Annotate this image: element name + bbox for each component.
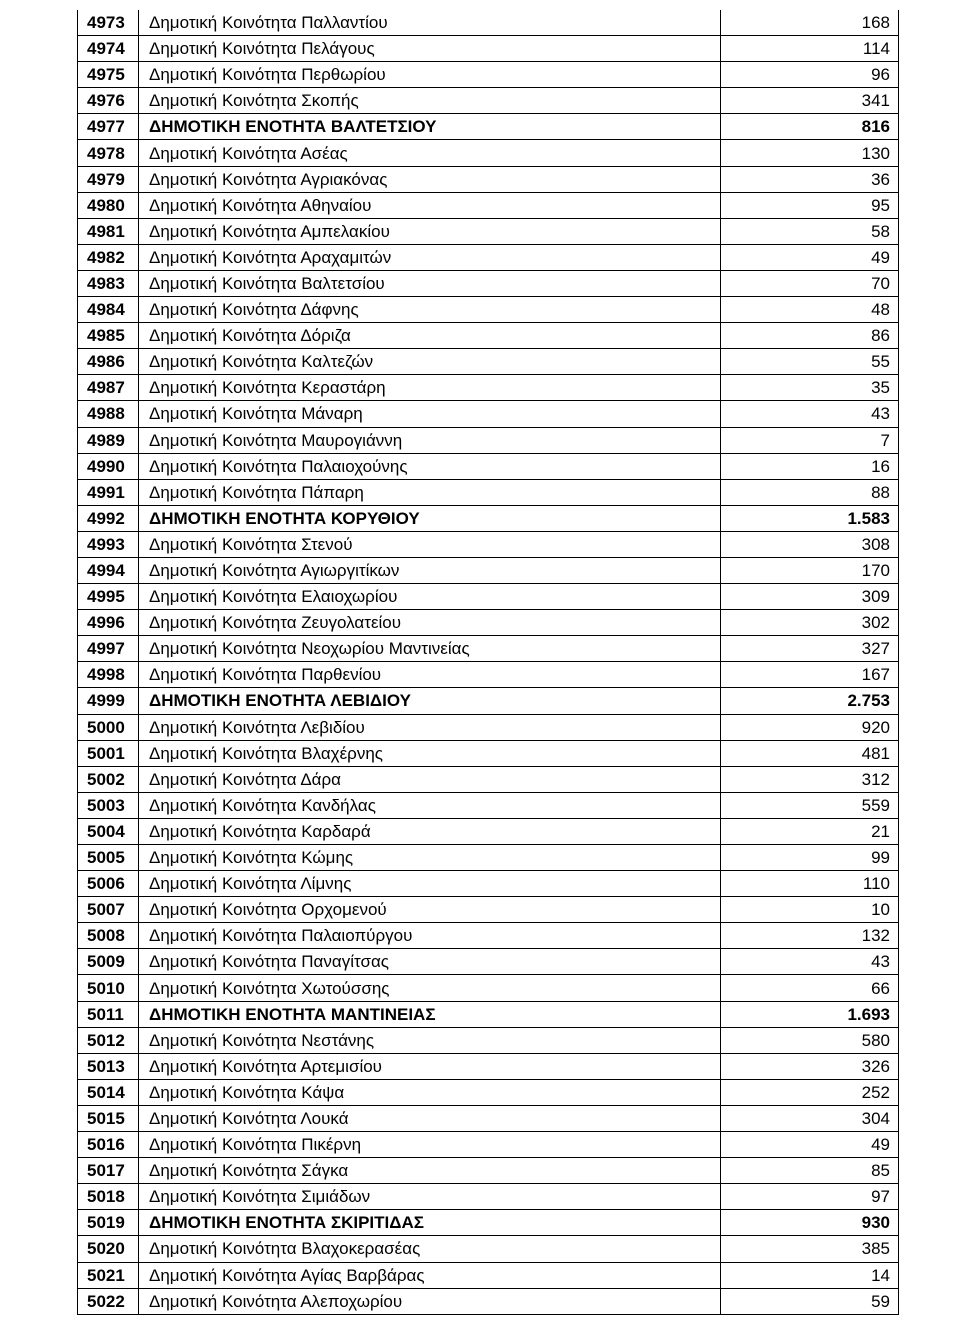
row-code: 4984: [78, 297, 139, 323]
table-row: [78, 1184, 899, 1210]
row-value: 308: [721, 531, 899, 557]
row-name: Δημοτική Κοινότητα Σιμιάδων: [139, 1184, 721, 1210]
table-row: [78, 401, 899, 427]
table-row: [78, 897, 899, 923]
row-name: Δημοτική Κοινότητα Παλαιοχούνης: [139, 453, 721, 479]
row-code: 4995: [78, 584, 139, 610]
row-name: Δημοτική Κοινότητα Κάψα: [139, 1079, 721, 1105]
row-name: Δημοτική Κοινότητα Αρτεμισίου: [139, 1053, 721, 1079]
row-code: 4974: [78, 36, 139, 62]
row-name: Δημοτική Κοινότητα Κανδήλας: [139, 792, 721, 818]
table-row: [78, 923, 899, 949]
row-value: 302: [721, 610, 899, 636]
row-name: Δημοτική Κοινότητα Χωτούσσης: [139, 975, 721, 1001]
row-value: 96: [721, 62, 899, 88]
row-name: ΔΗΜΟΤΙΚΗ ΕΝΟΤΗΤΑ ΛΕΒΙΔΙΟΥ: [139, 688, 721, 714]
row-code: 5014: [78, 1079, 139, 1105]
table-row: [78, 531, 899, 557]
row-code: 5004: [78, 818, 139, 844]
table-row: [78, 714, 899, 740]
row-code: 5003: [78, 792, 139, 818]
row-name: Δημοτική Κοινότητα Νεοχωρίου Μαντινείας: [139, 636, 721, 662]
table-row: [78, 505, 899, 531]
row-value: 559: [721, 792, 899, 818]
row-value: 70: [721, 270, 899, 296]
row-name: Δημοτική Κοινότητα Νεστάνης: [139, 1027, 721, 1053]
table-row: [78, 479, 899, 505]
table-row: [78, 1053, 899, 1079]
table-row: [78, 140, 899, 166]
row-code: 4997: [78, 636, 139, 662]
row-value: 816: [721, 114, 899, 140]
table-row: [78, 845, 899, 871]
row-value: 86: [721, 323, 899, 349]
table-row: [78, 662, 899, 688]
row-code: 4983: [78, 270, 139, 296]
row-name: Δημοτική Κοινότητα Πικέρνη: [139, 1132, 721, 1158]
table-row: [78, 1210, 899, 1236]
table-row: [78, 1105, 899, 1131]
row-name: Δημοτική Κοινότητα Μαυρογιάννη: [139, 427, 721, 453]
row-value: 167: [721, 662, 899, 688]
row-value: 132: [721, 923, 899, 949]
row-name: Δημοτική Κοινότητα Αγίας Βαρβάρας: [139, 1262, 721, 1288]
row-value: 49: [721, 1132, 899, 1158]
row-name: Δημοτική Κοινότητα Σάγκα: [139, 1158, 721, 1184]
row-value: 36: [721, 166, 899, 192]
row-value: 312: [721, 766, 899, 792]
row-value: 99: [721, 845, 899, 871]
row-name: ΔΗΜΟΤΙΚΗ ΕΝΟΤΗΤΑ ΣΚΙΡΙΤΙΔΑΣ: [139, 1210, 721, 1236]
row-code: 5015: [78, 1105, 139, 1131]
row-value: 55: [721, 349, 899, 375]
row-code: 4975: [78, 62, 139, 88]
row-name: Δημοτική Κοινότητα Παλαιοπύργου: [139, 923, 721, 949]
row-value: 920: [721, 714, 899, 740]
row-name: Δημοτική Κοινότητα Αγριακόνας: [139, 166, 721, 192]
row-name: Δημοτική Κοινότητα Κώμης: [139, 845, 721, 871]
table-row: [78, 375, 899, 401]
row-name: Δημοτική Κοινότητα Αγιωργιτίκων: [139, 557, 721, 583]
row-name: ΔΗΜΟΤΙΚΗ ΕΝΟΤΗΤΑ ΚΟΡΥΘΙΟΥ: [139, 505, 721, 531]
row-name: Δημοτική Κοινότητα Λεβιδίου: [139, 714, 721, 740]
table-row: [78, 1132, 899, 1158]
row-code: 5013: [78, 1053, 139, 1079]
table-row: [78, 1262, 899, 1288]
row-value: 327: [721, 636, 899, 662]
row-code: 4982: [78, 244, 139, 270]
row-value: 66: [721, 975, 899, 1001]
table-row: [78, 88, 899, 114]
row-value: 2.753: [721, 688, 899, 714]
row-name: Δημοτική Κοινότητα Αμπελακίου: [139, 218, 721, 244]
row-name: Δημοτική Κοινότητα Μάναρη: [139, 401, 721, 427]
table-row: [78, 1236, 899, 1262]
table-row: [78, 349, 899, 375]
table-row: [78, 192, 899, 218]
row-name: Δημοτική Κοινότητα Λουκά: [139, 1105, 721, 1131]
table-row: [78, 584, 899, 610]
row-code: 4996: [78, 610, 139, 636]
row-code: 4981: [78, 218, 139, 244]
row-value: 97: [721, 1184, 899, 1210]
row-code: 4992: [78, 505, 139, 531]
table-row: [78, 792, 899, 818]
row-name: Δημοτική Κοινότητα Καλτεζών: [139, 349, 721, 375]
row-code: 5007: [78, 897, 139, 923]
row-code: 5019: [78, 1210, 139, 1236]
row-name: Δημοτική Κοινότητα Δάφνης: [139, 297, 721, 323]
row-code: 4991: [78, 479, 139, 505]
row-code: 4977: [78, 114, 139, 140]
row-code: 4994: [78, 557, 139, 583]
table-row: [78, 270, 899, 296]
row-name: Δημοτική Κοινότητα Αθηναίου: [139, 192, 721, 218]
row-value: 48: [721, 297, 899, 323]
row-code: 5002: [78, 766, 139, 792]
row-value: 10: [721, 897, 899, 923]
row-name: Δημοτική Κοινότητα Λίμνης: [139, 871, 721, 897]
row-name: Δημοτική Κοινότητα Ελαιοχωρίου: [139, 584, 721, 610]
row-value: 58: [721, 218, 899, 244]
row-value: 88: [721, 479, 899, 505]
row-name: Δημοτική Κοινότητα Ασέας: [139, 140, 721, 166]
row-code: 5018: [78, 1184, 139, 1210]
row-value: 21: [721, 818, 899, 844]
row-code: 5009: [78, 949, 139, 975]
table-row: [78, 949, 899, 975]
row-code: 5016: [78, 1132, 139, 1158]
row-code: 5017: [78, 1158, 139, 1184]
row-value: 43: [721, 949, 899, 975]
row-value: 1.583: [721, 505, 899, 531]
row-code: 5020: [78, 1236, 139, 1262]
table-row: [78, 1158, 899, 1184]
table-row: [78, 36, 899, 62]
row-name: Δημοτική Κοινότητα Δάρα: [139, 766, 721, 792]
row-code: 4979: [78, 166, 139, 192]
row-name: Δημοτική Κοινότητα Αραχαμιτών: [139, 244, 721, 270]
data-table: [77, 10, 899, 1315]
row-value: 130: [721, 140, 899, 166]
row-code: 4990: [78, 453, 139, 479]
row-code: 4973: [78, 10, 139, 36]
row-value: 16: [721, 453, 899, 479]
row-name: ΔΗΜΟΤΙΚΗ ΕΝΟΤΗΤΑ ΜΑΝΤΙΝΕΙΑΣ: [139, 1001, 721, 1027]
table-row: [78, 610, 899, 636]
table-row: [78, 453, 899, 479]
row-value: 252: [721, 1079, 899, 1105]
row-code: 4985: [78, 323, 139, 349]
row-value: 35: [721, 375, 899, 401]
table-row: [78, 688, 899, 714]
row-name: Δημοτική Κοινότητα Καρδαρά: [139, 818, 721, 844]
row-code: 4998: [78, 662, 139, 688]
row-name: Δημοτική Κοινότητα Ζευγολατείου: [139, 610, 721, 636]
row-code: 5011: [78, 1001, 139, 1027]
row-code: 5000: [78, 714, 139, 740]
row-code: 4980: [78, 192, 139, 218]
row-code: 4978: [78, 140, 139, 166]
row-value: 7: [721, 427, 899, 453]
row-value: 930: [721, 1210, 899, 1236]
row-value: 43: [721, 401, 899, 427]
row-name: Δημοτική Κοινότητα Περθωρίου: [139, 62, 721, 88]
row-code: 4987: [78, 375, 139, 401]
table-row: [78, 323, 899, 349]
row-code: 4989: [78, 427, 139, 453]
row-name: Δημοτική Κοινότητα Δόριζα: [139, 323, 721, 349]
table-row: [78, 1001, 899, 1027]
row-value: 481: [721, 740, 899, 766]
row-code: 4988: [78, 401, 139, 427]
row-name: Δημοτική Κοινότητα Βλαχέρνης: [139, 740, 721, 766]
row-value: 59: [721, 1288, 899, 1314]
row-value: 85: [721, 1158, 899, 1184]
row-value: 95: [721, 192, 899, 218]
row-name: Δημοτική Κοινότητα Βαλτετσίου: [139, 270, 721, 296]
row-code: 5010: [78, 975, 139, 1001]
row-value: 49: [721, 244, 899, 270]
row-value: 168: [721, 10, 899, 36]
table-row: [78, 218, 899, 244]
row-name: Δημοτική Κοινότητα Βλαχοκερασέας: [139, 1236, 721, 1262]
table-row: [78, 871, 899, 897]
table-row: [78, 114, 899, 140]
row-value: 170: [721, 557, 899, 583]
table-row: [78, 557, 899, 583]
table-row: [78, 818, 899, 844]
row-name: Δημοτική Κοινότητα Πάπαρη: [139, 479, 721, 505]
table-row: [78, 740, 899, 766]
table-row: [78, 1288, 899, 1314]
row-value: 304: [721, 1105, 899, 1131]
row-value: 1.693: [721, 1001, 899, 1027]
row-name: Δημοτική Κοινότητα Κεραστάρη: [139, 375, 721, 401]
row-name: Δημοτική Κοινότητα Στενού: [139, 531, 721, 557]
row-code: 4986: [78, 349, 139, 375]
table-row: [78, 10, 899, 36]
row-value: 341: [721, 88, 899, 114]
row-name: Δημοτική Κοινότητα Παρθενίου: [139, 662, 721, 688]
row-code: 4976: [78, 88, 139, 114]
table-row: [78, 427, 899, 453]
row-value: 14: [721, 1262, 899, 1288]
table-row: [78, 166, 899, 192]
row-code: 5006: [78, 871, 139, 897]
row-name: Δημοτική Κοινότητα Παλλαντίου: [139, 10, 721, 36]
row-code: 5001: [78, 740, 139, 766]
row-code: 5012: [78, 1027, 139, 1053]
table-row: [78, 1027, 899, 1053]
table-row: [78, 1079, 899, 1105]
table-body: [78, 10, 899, 1314]
table-row: [78, 297, 899, 323]
row-code: 4999: [78, 688, 139, 714]
table-row: [78, 62, 899, 88]
row-name: Δημοτική Κοινότητα Παναγίτσας: [139, 949, 721, 975]
row-value: 580: [721, 1027, 899, 1053]
table-row: [78, 244, 899, 270]
row-value: 110: [721, 871, 899, 897]
row-value: 326: [721, 1053, 899, 1079]
row-name: Δημοτική Κοινότητα Πελάγους: [139, 36, 721, 62]
row-name: Δημοτική Κοινότητα Ορχομενού: [139, 897, 721, 923]
row-name: Δημοτική Κοινότητα Αλεποχωρίου: [139, 1288, 721, 1314]
row-code: 5005: [78, 845, 139, 871]
row-value: 114: [721, 36, 899, 62]
table-row: [78, 766, 899, 792]
row-code: 5022: [78, 1288, 139, 1314]
row-code: 4993: [78, 531, 139, 557]
table-row: [78, 636, 899, 662]
table-row: [78, 975, 899, 1001]
row-code: 5021: [78, 1262, 139, 1288]
row-value: 309: [721, 584, 899, 610]
row-name: ΔΗΜΟΤΙΚΗ ΕΝΟΤΗΤΑ ΒΑΛΤΕΤΣΙΟΥ: [139, 114, 721, 140]
row-value: 385: [721, 1236, 899, 1262]
row-name: Δημοτική Κοινότητα Σκοπής: [139, 88, 721, 114]
row-code: 5008: [78, 923, 139, 949]
